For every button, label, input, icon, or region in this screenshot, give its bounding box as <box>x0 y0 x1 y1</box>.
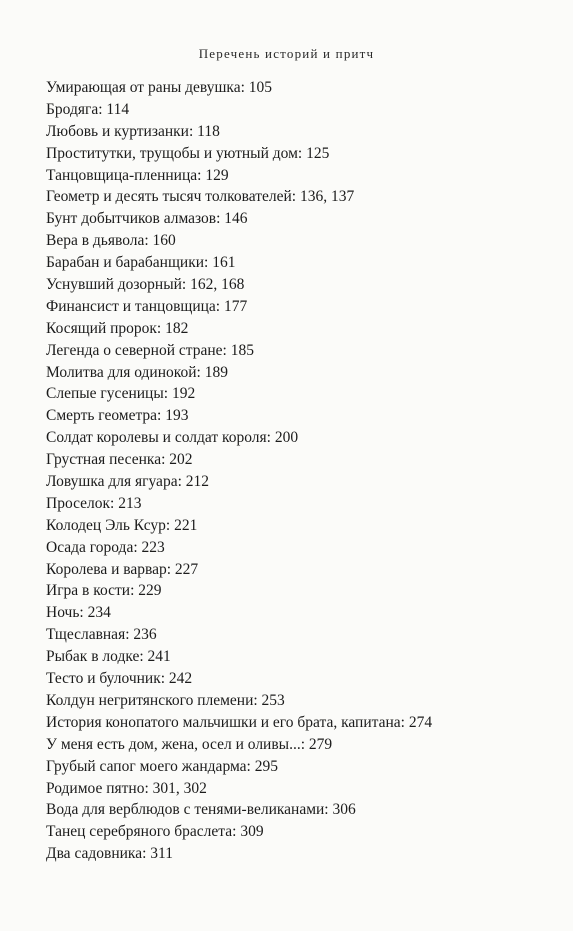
page-title: Перечень историй и притч <box>198 46 375 61</box>
list-item: Ночь: 234 <box>46 604 111 622</box>
list-item: Игра в кости: 229 <box>46 582 162 600</box>
list-item: Геометр и десять тысяч толкователей: 136, 137 <box>46 188 355 206</box>
list-item: Тесто и булочник: 242 <box>46 670 193 688</box>
list-item: Танцовщица-пленница: 129 <box>46 166 229 184</box>
list-item: Финансист и танцовщица: 177 <box>46 297 248 315</box>
list-item: Легенда о северной стране: 185 <box>46 341 254 359</box>
list-item: У меня есть дом, жена, осел и оливы...: 279 <box>46 735 333 753</box>
list-item: Осада города: 223 <box>46 538 165 556</box>
list-item: Королева и варвар: 227 <box>46 560 199 578</box>
list-item: Бунт добытчиков алмазов: 146 <box>46 210 248 228</box>
list-item: Молитва для одинокой: 189 <box>46 363 228 381</box>
list-item: Вода для верблюдов с тенями-великанами: 306 <box>46 801 356 819</box>
list-item: Родимое пятно: 301, 302 <box>46 779 207 797</box>
list-item: Танец серебряного браслета: 309 <box>46 823 264 841</box>
list-item: Солдат королевы и солдат короля: 200 <box>46 429 299 447</box>
list-item: Грустная песенка: 202 <box>46 451 193 469</box>
list-item: Любовь и куртизанки: 118 <box>46 122 220 140</box>
list-item: Бродяга: 114 <box>46 100 130 118</box>
list-item: Проселок: 213 <box>46 494 142 512</box>
list-item: Рыбак в лодке: 241 <box>46 648 171 666</box>
list-item: Барабан и барабанщики: 161 <box>46 254 236 272</box>
list-item: Уснувший дозорный: 162, 168 <box>46 276 245 294</box>
list-item: История конопатого мальчишки и его брата, капитана: 274 <box>46 713 433 731</box>
list-item: Колдун негритянского племени: 253 <box>46 691 285 709</box>
list-item: Колодец Эль Ксур: 221 <box>46 516 198 534</box>
list-item: Слепые гусеницы: 192 <box>46 385 196 403</box>
list-item: Тщеславная: 236 <box>46 626 157 644</box>
list-item: Умирающая от раны девушка: 105 <box>46 79 272 96</box>
list-item: Вера в дьявола: 160 <box>46 232 176 250</box>
list-item: Косящий пророк: 182 <box>46 319 189 337</box>
list-item: Два садовника: 311 <box>46 845 173 863</box>
list-item: Ловушка для ягуара: 212 <box>46 473 209 491</box>
list-item: Смерть геометра: 193 <box>46 407 189 425</box>
list-item: Проститутки, трущобы и уютный дом: 125 <box>46 144 330 162</box>
list-item: Грубый сапог моего жандарма: 295 <box>46 757 278 775</box>
stories-list <box>46 77 566 865</box>
